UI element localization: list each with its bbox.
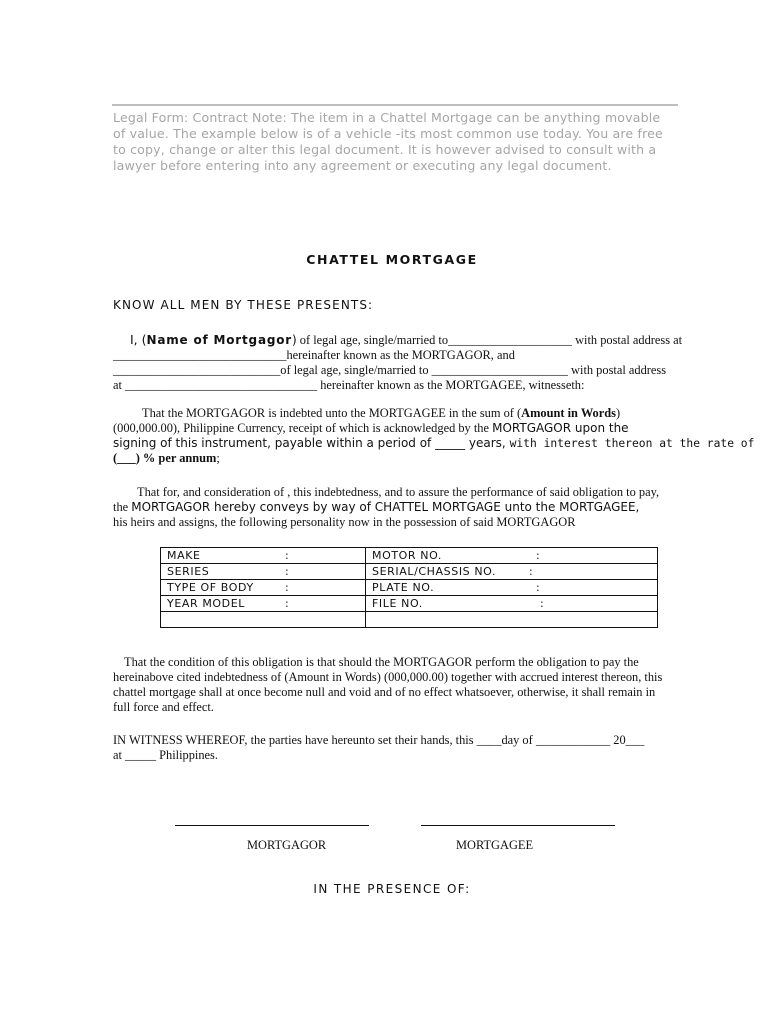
header-rule — [112, 104, 678, 106]
condition-paragraph — [113, 655, 673, 715]
vehicle-details-table — [160, 547, 658, 628]
mortgagor-signature-line — [175, 825, 369, 826]
indebtedness-line-4: (___) % per annum; — [113, 451, 220, 465]
witness-line-2: at _____ Philippines. — [113, 748, 218, 762]
parties-paragraph — [113, 332, 683, 393]
know-all-men-heading: KNOW ALL MEN BY THESE PRESENTS: — [113, 298, 374, 312]
table-row — [161, 612, 658, 628]
empty-cell — [161, 612, 366, 628]
year-model-cell: YEAR MODEL : — [161, 596, 366, 612]
condition-line-1: That the condition of this obligation is that should the MORTGAGOR perform the obligation to pay the — [124, 655, 639, 669]
empty-cell — [366, 612, 658, 628]
mortgagee-label: MORTGAGEE — [456, 838, 534, 852]
make-cell: MAKE : — [161, 548, 366, 564]
condition-line-2: hereinabove cited indebtedness of (Amount in Words) (000,000.00) together with accrued interest thereon, this — [113, 670, 663, 684]
plate-no-cell: PLATE NO. : — [366, 580, 658, 596]
motor-no-cell: MOTOR NO. : — [366, 548, 658, 564]
table-row — [161, 548, 658, 564]
type-of-body-cell: TYPE OF BODY : — [161, 580, 366, 596]
parties-line-4: at _______________________________ hereinafter known as the MORTGAGEE, witnesseth: — [113, 378, 585, 392]
in-presence-heading: IN THE PRESENCE OF: — [313, 882, 471, 896]
series-cell: SERIES : — [161, 564, 366, 580]
indebtedness-line-1: That the MORTGAGOR is indebted unto the MORTGAGEE in the sum of (Amount in Words) — [142, 406, 621, 420]
table-row — [161, 564, 658, 580]
conveyance-line-3: his heirs and assigns, the following personality now in the possession of said MORTGAGOR — [113, 515, 576, 529]
mortgagor-label: MORTGAGOR — [247, 838, 327, 852]
condition-line-4: full force and effect. — [113, 700, 214, 714]
indebtedness-line-2: (000,000.00), Philippine Currency, receipt of which is acknowledged by the MORTGAGOR upon the — [113, 421, 629, 435]
parties-line-1: I, (Name of Mortgagor) of legal age, single/married to____________________ with postal address at — [130, 332, 683, 347]
witness-line-1: IN WITNESS WHEREOF, the parties have hereunto set their hands, this ____day of ____________ 20___ — [113, 733, 645, 747]
parties-line-2: ____________________________hereinafter known as the MORTGAGOR, and — [113, 348, 515, 362]
witness-paragraph — [113, 733, 673, 763]
parties-line-3: ___________________________of legal age, single/married to ______________________ with postal address — [113, 363, 667, 377]
condition-line-3: chattel mortgage shall at once become null and void and of no effect whatsoever, otherwise, it shall remain in — [113, 685, 656, 699]
table-row — [161, 596, 658, 612]
conveyance-paragraph — [113, 485, 673, 530]
indebtedness-line-3: signing of this instrument, payable within a period of _____ years, with interest thereon at the rate of — [113, 436, 755, 450]
indebtedness-paragraph — [113, 406, 755, 466]
document-title: CHATTEL MORTGAGE — [306, 252, 478, 267]
serial-chassis-no-cell: SERIAL/CHASSIS NO. : — [366, 564, 658, 580]
file-no-cell: FILE NO. : — [366, 596, 658, 612]
legal-note: Legal Form: Contract Note: The item in a Chattel Mortgage can be anything movable of value. The example below is of a vehicle -its most common use today. You are free to copy, change or alter this legal document. It is however advised to consult with a lawyer before entering into any agreement or executing any legal document. — [113, 110, 663, 173]
conveyance-line-1: That for, and consideration of , this indebtedness, and to assure the performance of said obligation to pay, — [137, 485, 660, 499]
table-row — [161, 580, 658, 596]
conveyance-line-2: the MORTGAGOR hereby conveys by way of CHATTEL MORTGAGE unto the MORTGAGEE, — [113, 500, 640, 514]
mortgagee-signature-line — [421, 825, 615, 826]
